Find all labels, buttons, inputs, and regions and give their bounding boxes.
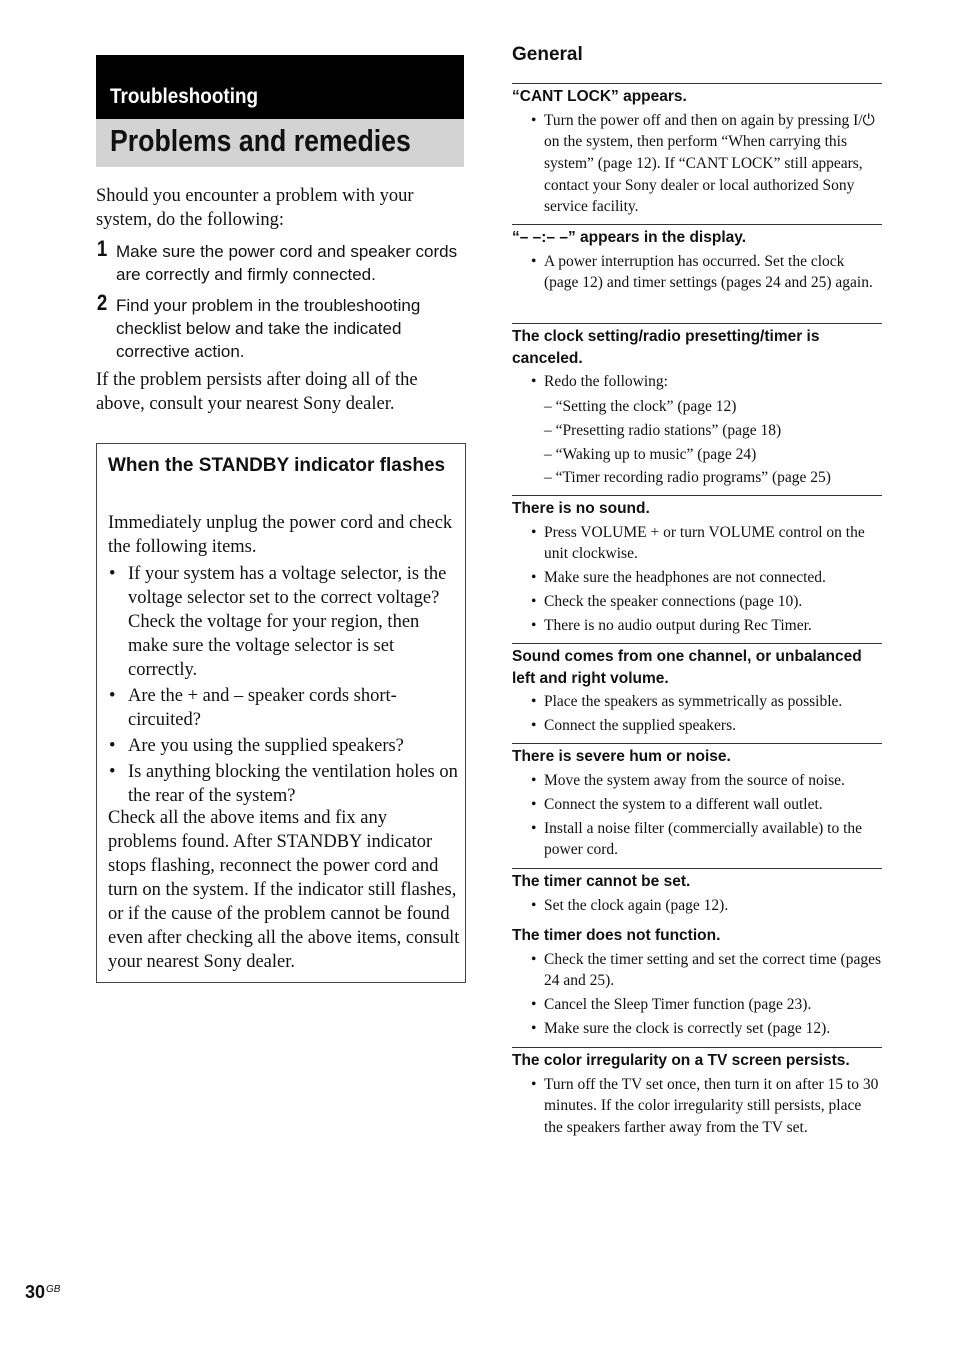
list-item: • Press VOLUME + or turn VOLUME control on the unit clockwise. bbox=[531, 523, 865, 563]
standby-box-intro: Immediately unplug the power cord and check the following items. bbox=[108, 513, 453, 557]
section-banner bbox=[96, 55, 464, 119]
section-title: There is no sound. bbox=[512, 500, 650, 517]
standby-box-title: When the STANDBY indicator flashes bbox=[108, 455, 446, 476]
standby-box-closing: Check all the above items and fix any problems found. After STANDBY indicator stops flashing, reconnect the power cord and turn on the system. If the indicator still flashes, or if the cause of the problem cannot be found even after checking all the above items, consult your nearest Sony dealer. bbox=[108, 808, 460, 972]
step-text: Make sure the power cord and speaker cords are correctly and firmly connected. bbox=[116, 242, 458, 284]
step-1 bbox=[96, 236, 466, 286]
sublist-item: – “Timer recording radio programs” (page 25) bbox=[544, 469, 831, 487]
bullet-icon: • bbox=[531, 896, 537, 914]
bullet-icon: • bbox=[531, 771, 537, 789]
list-item: • If your system has a voltage selector, is the voltage selector set to the correct voltage? Check the voltage for your region, then make sure the voltage selector is set correctly. bbox=[109, 564, 447, 680]
bullet-icon: • bbox=[531, 1075, 537, 1093]
bullet-icon: • bbox=[531, 950, 537, 968]
trouble-section-no-sound bbox=[512, 495, 882, 639]
standby-checklist bbox=[108, 562, 458, 810]
list-item: • Cancel the Sleep Timer function (page 23). bbox=[512, 994, 882, 1016]
list-item: • Move the system away from the source of noise. bbox=[512, 770, 882, 792]
bullet-icon: • bbox=[531, 717, 537, 734]
bullet-icon: • bbox=[109, 736, 116, 756]
trouble-section-cant-lock bbox=[512, 83, 882, 220]
section-title: “CANT LOCK” appears. bbox=[512, 88, 687, 105]
trouble-section-one-channel bbox=[512, 643, 882, 739]
title-banner bbox=[96, 119, 464, 167]
list-item: • Install a noise filter (commercially available) to the power cord. bbox=[531, 819, 863, 859]
bullet-icon: • bbox=[531, 252, 537, 270]
bullet-icon: • bbox=[109, 762, 116, 782]
general-heading: General bbox=[512, 44, 583, 65]
bullet-icon: • bbox=[531, 593, 537, 611]
page-number: $30^{GB}$ bbox=[25, 1282, 61, 1302]
section-title: The color irregularity on a TV screen persists. bbox=[512, 1052, 850, 1069]
bullet-icon: • bbox=[531, 693, 537, 710]
bullet-icon: • bbox=[531, 617, 537, 635]
section-title: Sound comes from one channel, or unbalanced left and right volume. bbox=[512, 648, 862, 687]
trouble-section-clock-canceled bbox=[512, 323, 882, 490]
bullet-icon: • bbox=[531, 523, 537, 541]
trouble-section-timer-not-function bbox=[512, 923, 882, 1042]
bullet-icon: • bbox=[531, 1020, 537, 1038]
list-item: • Check the speaker connections (page 10). bbox=[512, 591, 882, 613]
list-item: • Are the + and – speaker cords short-circuited? bbox=[109, 686, 397, 730]
list-item: • Is anything blocking the ventilation holes on the rear of the system? bbox=[109, 762, 458, 806]
sublist-item: – “Setting the clock” (page 12) bbox=[544, 398, 737, 415]
list-item: • Place the speakers as symmetrically as possible. bbox=[512, 691, 882, 713]
section-title: “– –:– –” appears in the display. bbox=[512, 229, 747, 246]
bullet-icon: • bbox=[531, 373, 537, 390]
step-number: 1 bbox=[96, 236, 108, 261]
page-suffix: GB bbox=[46, 1284, 61, 1295]
list-item: • Make sure the headphones are not connected. bbox=[512, 567, 882, 589]
intro-text: Should you encounter a problem with your system, do the following: bbox=[96, 186, 414, 230]
bullet-icon: • bbox=[531, 569, 537, 587]
after-steps-text: If the problem persists after doing all of the above, consult your nearest Sony dealer. bbox=[96, 370, 418, 414]
sublist-item: – “Waking up to music” (page 24) bbox=[544, 445, 757, 463]
section-title: The timer cannot be set. bbox=[512, 873, 691, 890]
list-item: • Turn off the TV set once, then turn it on after 15 to 30 minutes. If the color irregularity still persists, place the speakers farther away from the TV set. bbox=[531, 1075, 879, 1136]
trouble-section-timer-cannot-set bbox=[512, 868, 882, 919]
page-title: Problems and remedies bbox=[110, 123, 411, 158]
list-item: • There is no audio output during Rec Timer. bbox=[512, 615, 882, 637]
standby-box bbox=[96, 443, 466, 983]
sublist-item: – “Presetting radio stations” (page 18) bbox=[544, 421, 782, 439]
bullet-icon: • bbox=[531, 111, 537, 129]
section-title: The clock setting/radio presetting/timer is canceled. bbox=[512, 328, 820, 367]
trouble-section-hum-noise bbox=[512, 743, 882, 863]
section-label: Troubleshooting bbox=[110, 85, 259, 108]
list-item: • Make sure the clock is correctly set (page 12). bbox=[512, 1018, 882, 1040]
list-item: • A power interruption has occurred. Set the clock (page 12) and timer settings (pages 24 and 25) again. bbox=[531, 252, 873, 292]
list-item: • Connect the supplied speakers. bbox=[512, 715, 882, 737]
section-title: There is severe hum or noise. bbox=[512, 748, 731, 765]
list-item: • Turn the power off and then on again by pressing I/⏻ on the system, then perform “When carrying this system” (page 12). If “CANT LOCK” still appears, contact your Sony dealer or local authorized Sony service facility. bbox=[531, 111, 875, 216]
list-item: • Check the timer setting and set the correct time (pages 24 and 25). bbox=[531, 950, 882, 990]
bullet-icon: • bbox=[109, 686, 116, 706]
bullet-icon: • bbox=[109, 564, 116, 584]
list-item: • Connect the system to a different wall outlet. bbox=[512, 794, 882, 816]
bullet-icon: • bbox=[531, 795, 537, 813]
list-item: • Redo the following: bbox=[512, 371, 882, 393]
step-text: Find your problem in the troubleshooting checklist below and take the indicated corrective action. bbox=[116, 296, 421, 361]
step-number: 2 bbox=[96, 290, 108, 315]
trouble-section-display bbox=[512, 224, 882, 296]
step-2 bbox=[96, 290, 466, 363]
trouble-section-tv-color bbox=[512, 1047, 882, 1141]
list-item: • Set the clock again (page 12). bbox=[512, 895, 882, 917]
bullet-icon: • bbox=[531, 996, 537, 1014]
bullet-icon: • bbox=[531, 819, 537, 837]
list-item: • Are you using the supplied speakers? bbox=[109, 736, 404, 756]
section-title: The timer does not function. bbox=[512, 927, 721, 944]
